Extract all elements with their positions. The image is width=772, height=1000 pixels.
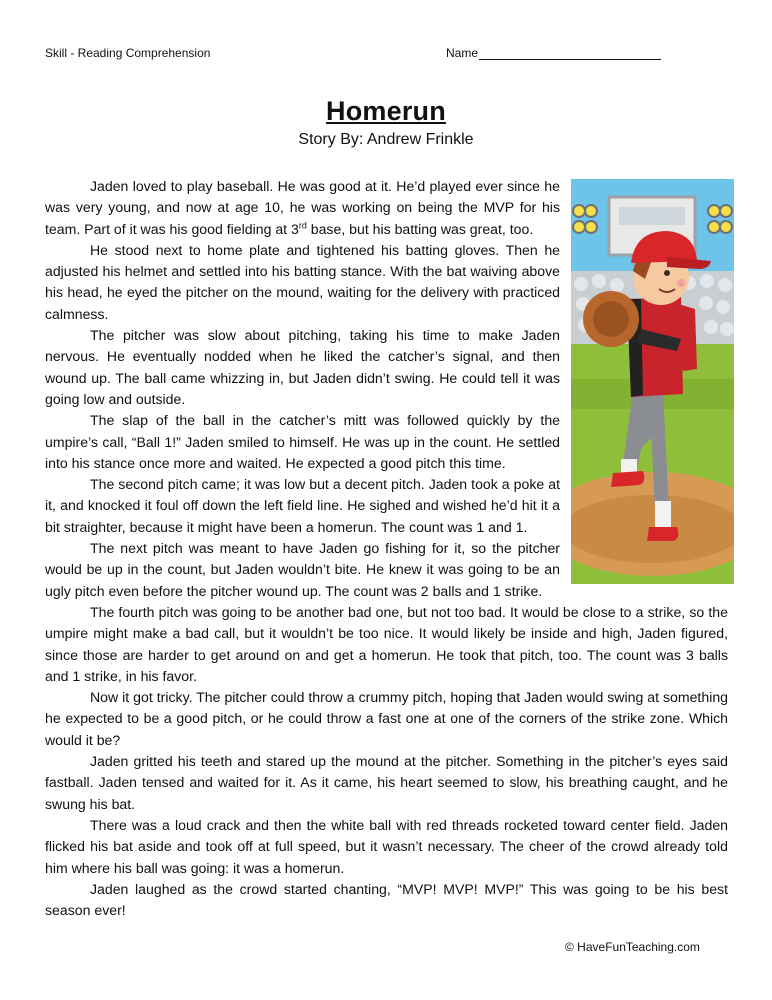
paragraph-5: The second pitch came; it was low but a decent pitch. Jaden took a poke at it, and knocked it foul off down the left field line. He sighed and wished he’d hit it a bit straighter, because it might have been a homerun. The count was 1 and 1. [45, 476, 560, 535]
paragraph-8: Now it got tricky. The pitcher could throw a crummy pitch, hoping that Jaden would swing at something he expected to be a good pitch, or he could throw a fast one at one of the corners of the strike zone. Which would it be? [45, 689, 728, 748]
paragraph-1-text-a: Jaden loved to play baseball. He was good at it. He’d played ever since he was very young, and now at age 10, he was working on being the MVP for his team. Part of it was his good fielding at 3 [45, 178, 560, 237]
paragraph-10: There was a loud crack and then the white ball with red threads rocketed toward center field. Jaden flicked his bat aside and took off at full speed, but it wasn’t necessary. The cheer of the crowd already told him where his ball was going: it was a homerun. [45, 816, 728, 876]
paragraph-2: He stood next to home plate and tightened his batting gloves. Then he adjusted his helmet and settled into his batting stance. With the bat waiving above his head, he eyed the pitcher on the mound, waiting for the delivery with practiced calmness. [45, 241, 560, 322]
paragraph-3: The pitcher was slow about pitching, taking his time to make Jaden nervous. He eventually nodded when he liked the catcher’s signal, and then wound up. The ball came whizzing in, but Jaden didn’t swing. He could tell it was going low and outside. [45, 327, 560, 407]
paragraph-6: The next pitch was meant to have Jaden go fishing for it, so the pitcher would be up in the count, but Jaden wouldn’t bite. He knew it was going to be an ugly pitch even before the pitcher wound up. The count was 2 balls and 1 strike. [45, 540, 560, 599]
illustration-spacer [560, 176, 728, 590]
paragraph-7: The fourth pitch was going to be another bad one, but not too bad. It would be close to a strike, so the umpire might make a bad call, but it wouldn’t be too nice. It would likely be inside and high, Jaden figured, since those are harder to get around on and get a homerun. He took that pitch, too. The count was 3 balls and 1 strike, in his favor. [45, 603, 728, 684]
paragraph-9: Jaden gritted his teeth and stared up the mound at the pitcher. Something in the pitcher’s eyes said fastball. Jaden tensed and waited for it. As it came, his heart seemed to slow, his breathing caught, and he swung his bat. [45, 753, 728, 812]
page-title: Homerun [326, 96, 446, 126]
ordinal-superscript: rd [298, 219, 307, 230]
paragraph-11: Jaden laughed as the crowd started chanting, “MVP! MVP! MVP!” This was going to be his best season ever! [45, 880, 728, 919]
paragraph-4: The slap of the ball in the catcher’s mitt was followed quickly by the umpire’s call, “Ball 1!” Jaden smiled to himself. He was up in the count. He settled into his stance once more and waited. He expected a good pitch this time. [45, 412, 560, 471]
story-text [45, 176, 728, 921]
name-line[interactable] [479, 47, 661, 60]
skill-label: Skill - Reading Comprehension [45, 46, 211, 60]
paragraph-1-text-b: base, but his batting was great, too. [306, 220, 534, 237]
name-label: Name [446, 46, 479, 60]
copyright-footer: © HaveFunTeaching.com [565, 940, 700, 954]
name-field[interactable] [446, 46, 661, 60]
byline: Story By: Andrew Frinkle [298, 131, 474, 148]
